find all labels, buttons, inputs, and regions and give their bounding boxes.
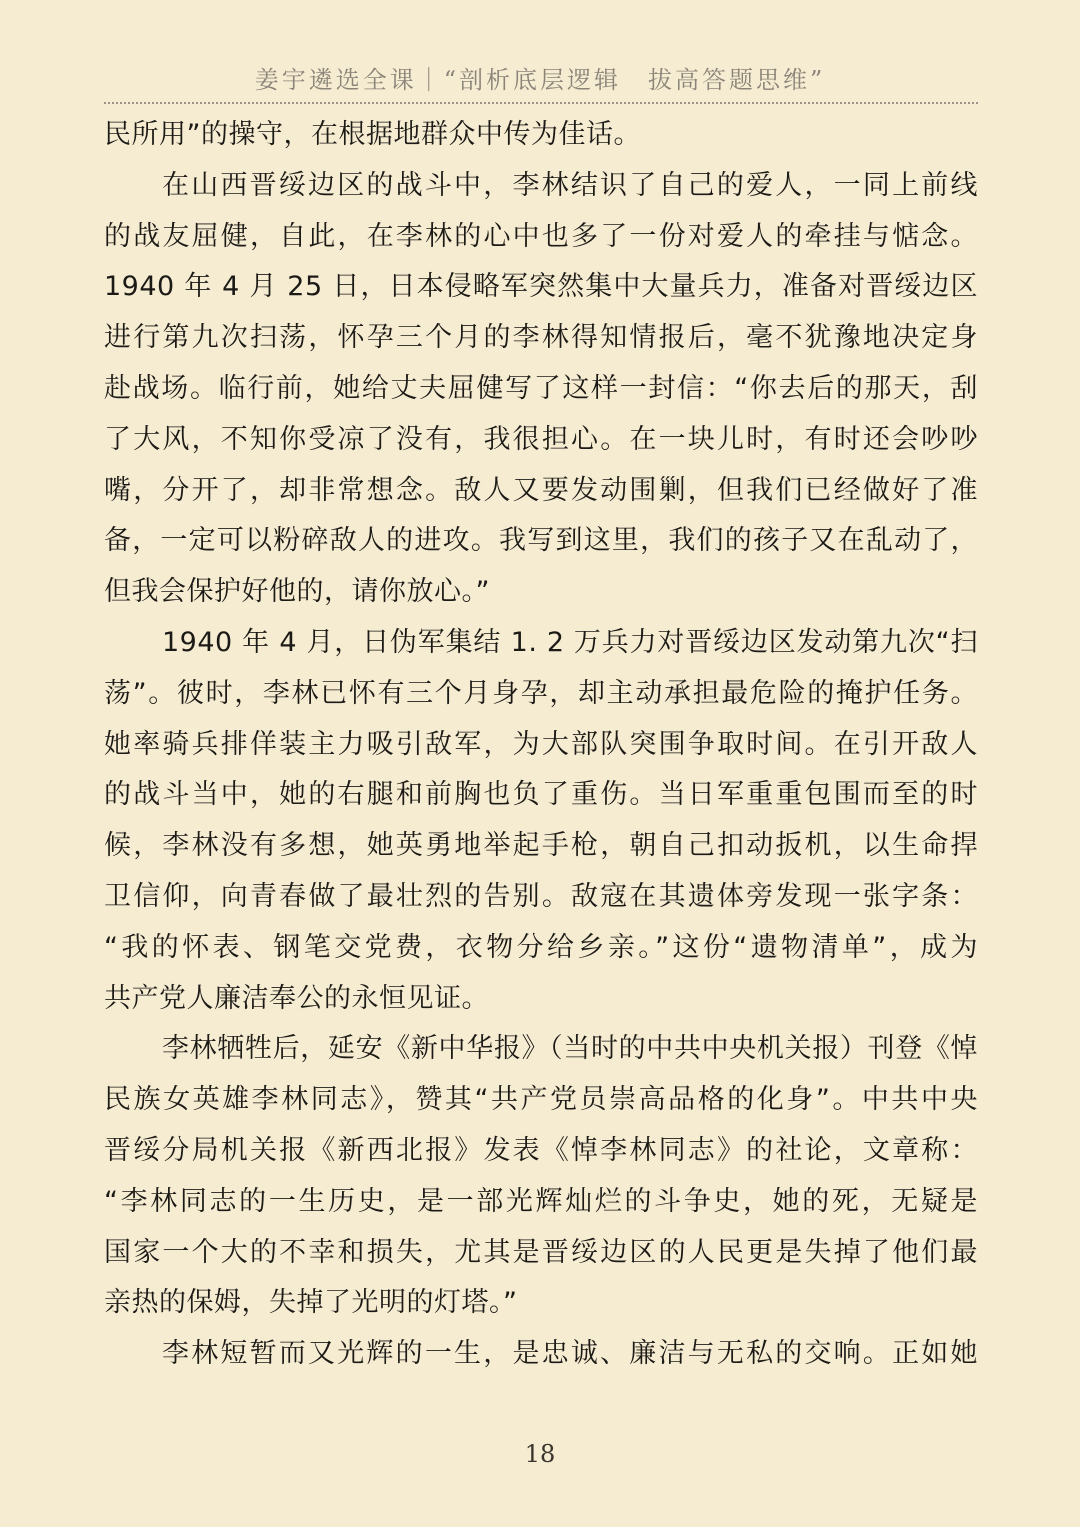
text-line: “李林同志的一生历史，是一部光辉灿烂的斗争史，她的死，无疑是 [104,1185,978,1217]
text-line: 民族女英雄李林同志》，赞其“共产党员崇高品格的化身”。中共中央 [104,1084,978,1116]
text-line: 卫信仰，向青春做了最壮烈的告别。敌寇在其遗体旁发现一张字条： [104,880,978,912]
text-line: 了大风，不知你受凉了没有，我很担心。在一块儿时，有时还会吵吵 [104,423,978,455]
text-line: 备，一定可以粉碎敌人的进攻。我写到这里，我们的孩子又在乱动了， [104,525,978,557]
text-line: 亲热的保姆，失掉了光明的灯塔。” [104,1287,518,1319]
text-line: 李林短暂而又光辉的一生，是忠诚、廉洁与无私的交响。正如她 [162,1338,978,1370]
page-number: 18 [524,1440,556,1468]
text-line: 进行第九次扫荡，怀孕三个月的李林得知情报后，毫不犹豫地决定身 [104,322,978,354]
text-line: 李林牺牲后，延安《新中华报》（当时的中共中央机关报）刊登《悼 [162,1033,978,1065]
text-line: 晋绥分局机关报《新西北报》发表《悼李林同志》的社论，文章称： [104,1134,978,1166]
body-text [104,110,978,1380]
text-line: 她率骑兵排佯装主力吸引敌军，为大部队突围争取时间。在引开敌人 [104,728,978,760]
text-line: 的战友屈健，自此，在李林的心中也多了一份对爱人的牵挂与惦念。 [104,220,978,252]
text-line: 1940 年 4 月，日伪军集结 1. 2 万兵力对晋绥边区发动第九次“扫 [162,626,978,658]
text-line: 在山西晋绥边区的战斗中，李林结识了自己的爱人，一同上前线 [162,169,978,201]
running-header: 姜宇遴选全课｜“剖析底层逻辑 拔高答题思维” [254,66,826,94]
text-line: “我的怀表、钢笔交党费，衣物分给乡亲。”这份“遗物清单”，成为 [104,931,978,963]
text-line: 候，李林没有多想，她英勇地举起手枪，朝自己扣动扳机，以生命捍 [104,830,978,862]
header-divider [104,102,978,104]
text-line: 的战斗当中，她的右腿和前胸也负了重伤。当日军重重包围而至的时 [104,779,978,811]
text-line: 民所用”的操守，在根据地群众中传为佳话。 [104,119,641,150]
text-line: 国家一个大的不幸和损失，尤其是晋绥边区的人民更是失掉了他们最 [104,1236,978,1268]
text-line: 共产党人廉洁奉公的永恒见证。 [104,982,489,1014]
text-line: 1940 年 4 月 25 日，日本侵略军突然集中大量兵力，准备对晋绥边区 [104,271,978,303]
text-line: 赴战场。临行前，她给丈夫屈健写了这样一封信：“你去后的那天，刮 [104,372,978,404]
text-line: 嘴，分开了，却非常想念。敌人又要发动围剿，但我们已经做好了准 [104,474,978,506]
text-line: 但我会保护好他的，请你放心。” [104,576,490,608]
text-line: 荡”。彼时，李林已怀有三个月身孕，却主动承担最危险的掩护任务。 [104,677,978,709]
